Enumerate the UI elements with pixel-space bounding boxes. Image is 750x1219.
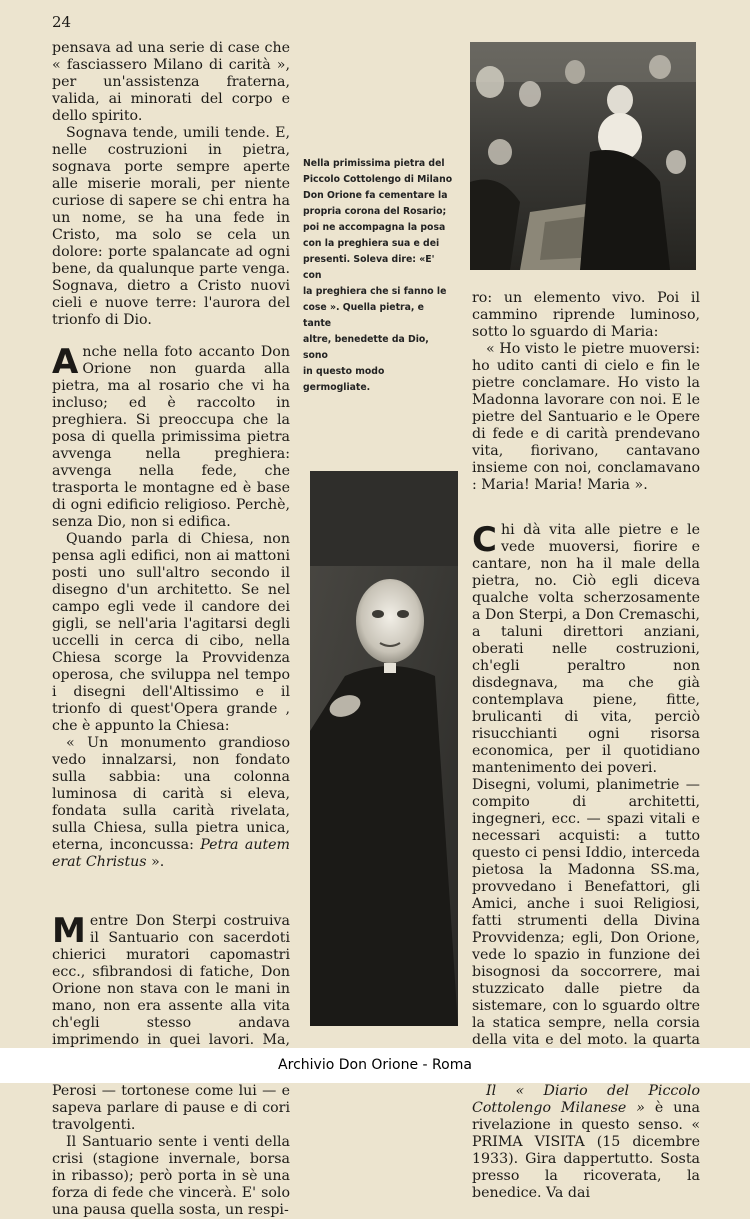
paragraph: pensava ad una serie di case che « fasciassero Milano di carità », per un'assistenza fraterna, valida, ai minorati del corpo e dello spirito. (52, 40, 290, 124)
paragraph: Il « Diario del Piccolo Cottolengo Milanese » è una rivelazione in questo senso. « PRIMA VISITA (15 dicembre 1933). Gira dappertutto. Sosta presso la ricoverata, la benedice. Va dai (472, 1083, 700, 1201)
drop-cap: A (52, 342, 79, 382)
quote-paragraph: « Ho visto le pietre muoversi: ho udito canti di cielo e fin le pietre conclamare. Ho visto la Madonna lavorare con noi. E le pietre del Santuario e le Opere di fede e di carità prendevano vita, fiorivano, cantavano insieme con noi, conclamavano : Maria! Maria! Maria ». (472, 341, 700, 493)
paragraph: Quando parla di Chiesa, non pensa agli edifici, non ai mattoni posti uno sull'altro secondo il disegno d'un architetto. Se nel campo egli vede il candore dei gigli, se nell'aria l'agitarsi degli uccelli in cerca di cibo, nella Chiesa scorge la Provvidenza operosa, che sviluppa nel tempo i disegni dell'Altissimo e il trionfo di quest'Opera grande , che è appunto la Chiesa: (52, 531, 290, 734)
diary-title: Il « Diario del Piccolo Cottolengo Milanese » (472, 1083, 700, 1116)
paragraph: Anche nella foto accanto Don Orione non guarda alla pietra, ma al rosario che vi ha incluso; ed è raccolto in preghiera. Si preoccupa che la posa di quella primissima pietra avvenga nella preghiera: avvenga nella fede, che trasporta le montagne ed è base di ogni edificio religioso. Perchè, senza Dio, non si edifica. (52, 342, 290, 530)
archive-footer: Archivio Don Orione - Roma (0, 1048, 750, 1083)
drop-cap: C (472, 520, 497, 560)
drop-cap: M (52, 911, 86, 951)
cornerstone-ceremony-photo (470, 42, 696, 270)
latin-quote: Petra autem erat Christus (52, 837, 291, 870)
quote-paragraph: « Un monumento grandioso vedo innalzarsi, non fondato sulla sabbia: una colonna luminosa di carità si eleva, fondata sulla carità rivelata, sulla Chiesa, sulla pietra unica, eterna, inconcussa: Petra autem erat Christus ». (52, 735, 291, 870)
paragraph: Mentre Don Sterpi costruiva il Santuario con sacerdoti chierici muratori capomastri ecc., sfibrandosi di fatiche, Don Orione non stava con le mani in mano, non era assente alla vita ch'egli stesso andava imprimendo in quei lavori. Ma, Perosi — tortonese come lui — e sapeva parlare di pause e di cori travolgenti. (52, 911, 290, 1133)
paragraph: Disegni, volumi, planimetrie — compito di architetti, ingegneri, ecc. — spazi vitali e necessari acquisti: a tutto questo ci pensi Iddio, interceda pietosa la Madonna SS.ma, provvedano i Benefattori, gli Amici, anche i suoi Religiosi, fatti strumenti della Divina Provvidenza; egli, Don Orione, vede lo spazio in funzione dei bisognosi da soccorrere, mai stuzzicato dalle pietre da sistemare, con lo sguardo oltre la statica sempre, nella corsia della vita e del moto. la quarta (472, 777, 700, 1048)
paragraph: Il Santuario sente i venti della crisi (stagione invernale, borsa in ribasso); però porta in sè una forza di fede che vincerà. E' solo una pausa quella sosta, un respi- (52, 1134, 290, 1218)
paragraph: Chi dà vita alle pietre e le vede muoversi, fiorire e cantare, non ha il male della pietra, no. Ciò egli diceva qualche volta scherzosamente a Don Sterpi, a Don Cremaschi, a taluni direttori anziani, oberati nelle costruzioni, ch'egli peraltro non disdegnava, ma che già contemplava piene, fitte, brulicanti di vita, perciò risucchianti ogni risorsa economica, per il quotidiano mantenimento dei poveri. (472, 520, 700, 776)
don-orione-portrait-photo (310, 471, 458, 1026)
page-number: 24 (52, 13, 72, 31)
photo-caption: Nella primissima pietra del Piccolo Cottolengo di Milano Don Orione fa cementare la propria corona del Rosario; poi ne accompagna la posa con la preghiera sua e dei presenti. Soleva dire: «E' con la preghiera che si fanno le cose ». Quella pietra, e tante altre, benedette da Dio, sono in questo modo germogliate. (303, 158, 453, 393)
paragraph: ro: un elemento vivo. Poi il cammino riprende luminoso, sotto lo sguardo di Maria: (472, 290, 700, 340)
left-column (52, 40, 290, 1219)
paragraph: Sognava tende, umili tende. E, nelle costruzioni in pietra, sognava porte sempre aperte alle miserie morali, per niente curiose di sapere se chi entra ha un nome, se ha una fede in Cristo, ma solo se cela un dolore: porte spalancate ad ogni bene, da qualunque parte venga. Sognava, dietro a Cristo nuovi cieli e nuove terre: l'aurora del trionfo di Dio. (52, 125, 290, 328)
